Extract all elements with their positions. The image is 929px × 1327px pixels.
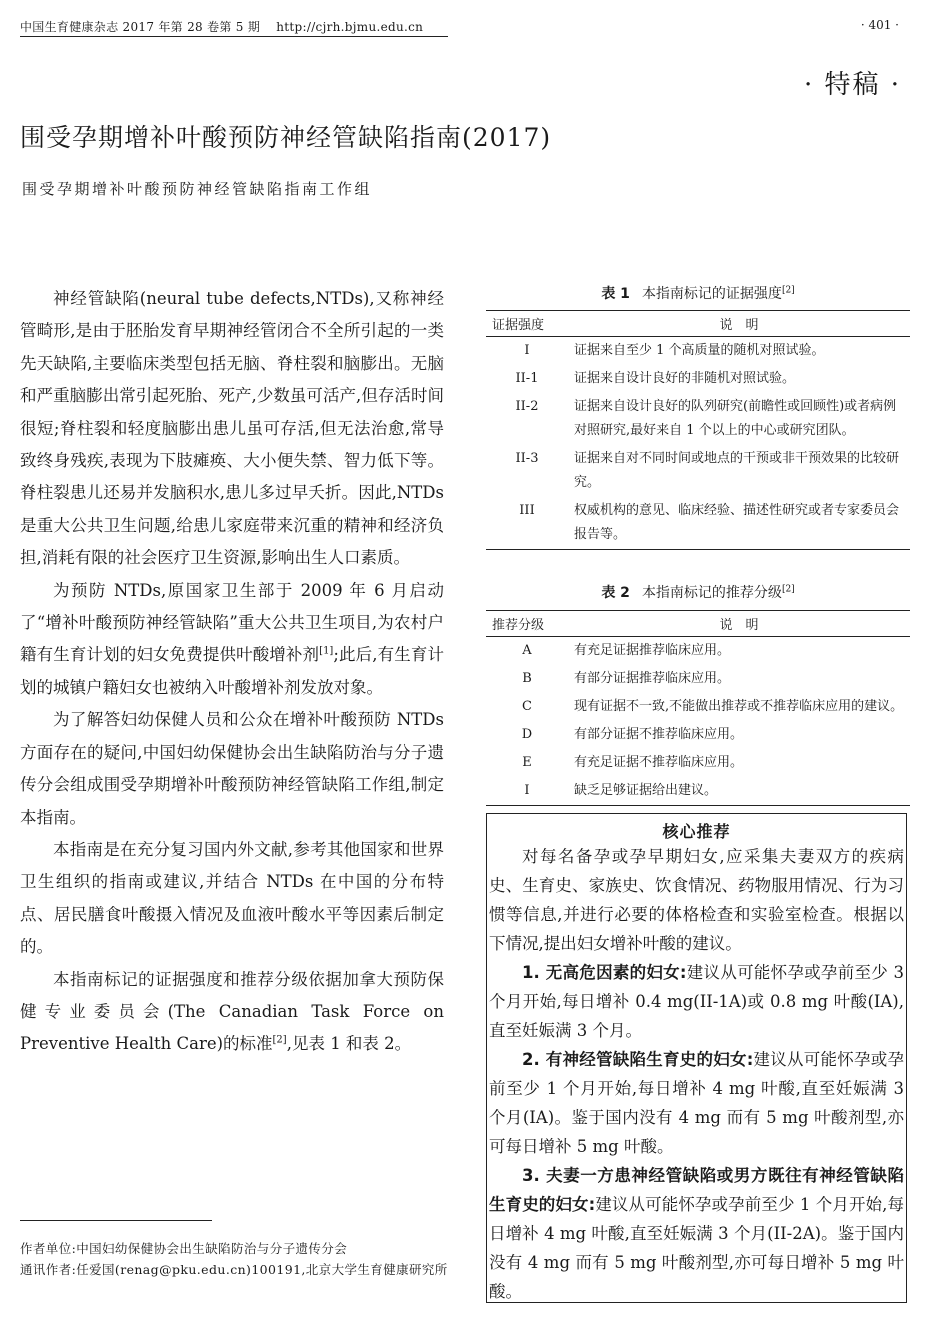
table2-header-grade: 推荐分级	[486, 611, 568, 637]
table1-desc-cell: 证据来自对不同时间或地点的干预或非干预效果的比较研究。	[574, 451, 900, 490]
table1-grade-cell: II-1	[515, 371, 539, 386]
table2-row	[486, 665, 910, 693]
body-paragraph-5: 本指南标记的证据强度和推荐分级依据加拿大预防保健专业委员会(The Canadian Task Force on Preventive Health Care)的标准[2],见表 1 和表 2。	[20, 969, 444, 1054]
table1-grade-cell: II-3	[515, 451, 539, 466]
table2-row	[486, 721, 910, 749]
table2-grade-cell: C	[522, 699, 532, 714]
citation-2[interactable]: [2]	[272, 1034, 287, 1046]
table2-desc-cell: 有充足证据推荐临床应用。	[574, 643, 731, 658]
core-intro: 对每名备孕或孕早期妇女,应采集夫妻双方的疾病史、生育史、家族史、饮食情况、药物服用情况、行为习惯等信息,并进行必要的体格检查和实验室检查。根据以下情况,提出妇女增补叶酸的建议。	[489, 847, 904, 953]
core-item-1: 1. 无高危因素的妇女:建议从可能怀孕或孕前至少 3 个月开始,每日增补 0.4 mg(II-1A)或 0.8 mg 叶酸(IA),直至妊娠满 3 个月。	[489, 963, 905, 1040]
table1-desc-cell: 证据来自设计良好的非随机对照试验。	[574, 371, 796, 386]
table1-row	[486, 393, 910, 445]
table2-row	[486, 693, 910, 721]
table2-desc-cell: 现有证据不一致,不能做出推荐或不推荐临床应用的建议。	[574, 699, 904, 714]
table-recommendation-grade	[486, 610, 910, 806]
table1-row	[486, 337, 910, 366]
core-text	[487, 842, 906, 1306]
body-paragraph-2: 为预防 NTDs,原国家卫生部于 2009 年 6 月启动了“增补叶酸预防神经管缺陷”重大公共卫生项目,为农村户籍有生育计划的妇女免费提供叶酸增补剂[1];此后,有生育计划的城镇户籍妇女也被纳入叶酸增补剂发放对象。	[20, 580, 444, 697]
author-affiliation: 作者单位:中国妇幼保健协会出生缺陷防治与分子遗传分会	[20, 1241, 348, 1256]
core-item-3: 3. 夫妻一方患神经管缺陷或男方既往有神经管缺陷生育史的妇女:建议从可能怀孕或孕前至少 1 个月开始,每日增补 4 mg 叶酸,直至妊娠满 3 个月(II-2A)。鉴于国内没有 4 mg 而有 5 mg 叶酸剂型,亦可每日增补 5 mg 叶酸。	[489, 1166, 904, 1301]
corresponding-author: 通讯作者:任爱国(renag@pku.edu.cn)100191,北京大学生育健康研究所	[20, 1262, 448, 1277]
table1-grade-cell: II-2	[515, 399, 539, 414]
header-rule	[20, 36, 448, 37]
footnotes	[20, 1238, 450, 1280]
table1-row	[486, 365, 910, 393]
table2-row	[486, 749, 910, 777]
table2-caption: 表 2 本指南标记的推荐分级[2]	[601, 584, 795, 601]
core-item-2: 2. 有神经管缺陷生育史的妇女:建议从可能怀孕或孕前至少 1 个月开始,每日增补 4 mg 叶酸,直至妊娠满 3 个月(IA)。鉴于国内没有 4 mg 而有 5 mg 叶酸剂型,亦可每日增补 5 mg 叶酸。	[489, 1050, 905, 1156]
table2-row	[486, 777, 910, 806]
page-number: · 401 ·	[860, 18, 899, 32]
journal-info: 中国生育健康杂志 2017 年第 28 卷第 5 期	[20, 20, 261, 34]
body-column	[20, 283, 444, 1061]
table2-grade-cell: D	[521, 727, 533, 742]
article-title: 围受孕期增补叶酸预防神经管缺陷指南(2017)	[20, 123, 552, 152]
table-evidence-strength	[486, 310, 910, 550]
table2-desc-cell: 缺乏足够证据给出建议。	[568, 777, 910, 806]
table2-desc-cell: 有部分证据推荐临床应用。	[574, 671, 731, 686]
section-label: · 特稿 ·	[803, 70, 901, 100]
table1-row	[486, 445, 910, 497]
running-header	[20, 18, 423, 35]
table2-grade-cell: B	[522, 671, 532, 686]
citation-1[interactable]: [1]	[319, 645, 334, 657]
table1-caption: 表 1 本指南标记的证据强度[2]	[601, 285, 795, 302]
table2-grade-cell: I	[486, 777, 568, 806]
table1-grade-cell: I	[524, 343, 530, 358]
body-paragraph-1: 神经管缺陷(neural tube defects,NTDs),又称神经管畸形,是由于胚胎发育早期神经管闭合不全所引起的一类先天缺陷,主要临床类型包括无脑、脊柱裂和脑膨出。无脑和严重脑膨出常引起死胎、死产,少数虽可活产,但存活时间很短;脊柱裂和轻度脑膨出患儿虽可存活,但无法治愈,常导致终身残疾,表现为下肢瘫痪、大小便失禁、智力低下等。脊柱裂患儿还易并发脑积水,患儿多过早夭折。因此,NTDs是重大公共卫生问题,给患儿家庭带来沉重的精神和经济负担,消耗有限的社会医疗卫生资源,影响出生人口素质。	[20, 289, 444, 568]
core-recommendation-box	[486, 813, 907, 1303]
table1-grade-cell: III	[486, 497, 568, 550]
table2-desc-cell: 有充足证据不推荐临床应用。	[574, 755, 744, 770]
article-authors: 围受孕期增补叶酸预防神经管缺陷指南工作组	[22, 180, 373, 198]
table1-header-desc: 说 明	[568, 311, 910, 337]
table1-desc-cell: 证据来自设计良好的队列研究(前瞻性或回顾性)或者病例对照研究,最好来自 1 个以上的中心或研究团队。	[574, 399, 897, 438]
journal-url[interactable]: http://cjrh.bjmu.edu.cn	[276, 20, 424, 34]
table2-desc-cell: 有部分证据不推荐临床应用。	[574, 727, 744, 742]
table2-grade-cell: A	[522, 643, 532, 658]
table1-desc-cell: 证据来自至少 1 个高质量的随机对照试验。	[574, 343, 825, 358]
table1-header-grade: 证据强度	[486, 311, 568, 337]
footnote-rule	[20, 1220, 212, 1221]
body-paragraph-4: 本指南是在充分复习国内外文献,参考其他国家和世界卫生组织的指南或建议,并结合 NTDs 在中国的分布特点、居民膳食叶酸摄入情况及血液叶酸水平等因素后制定的。	[20, 839, 444, 957]
table1-row	[486, 497, 910, 550]
table2-grade-cell: E	[522, 755, 532, 770]
table1-desc-cell: 权威机构的意见、临床经验、描述性研究或者专家委员会报告等。	[568, 497, 910, 550]
table2-row	[486, 637, 910, 666]
core-title: 核心推荐	[662, 822, 731, 841]
table2-header-desc: 说 明	[568, 611, 910, 637]
body-paragraph-3: 为了解答妇幼保健人员和公众在增补叶酸预防 NTDs 方面存在的疑问,中国妇幼保健协会出生缺陷防治与分子遗传分会组成围受孕期增补叶酸预防神经管缺陷工作组,制定本指南。	[20, 710, 444, 827]
